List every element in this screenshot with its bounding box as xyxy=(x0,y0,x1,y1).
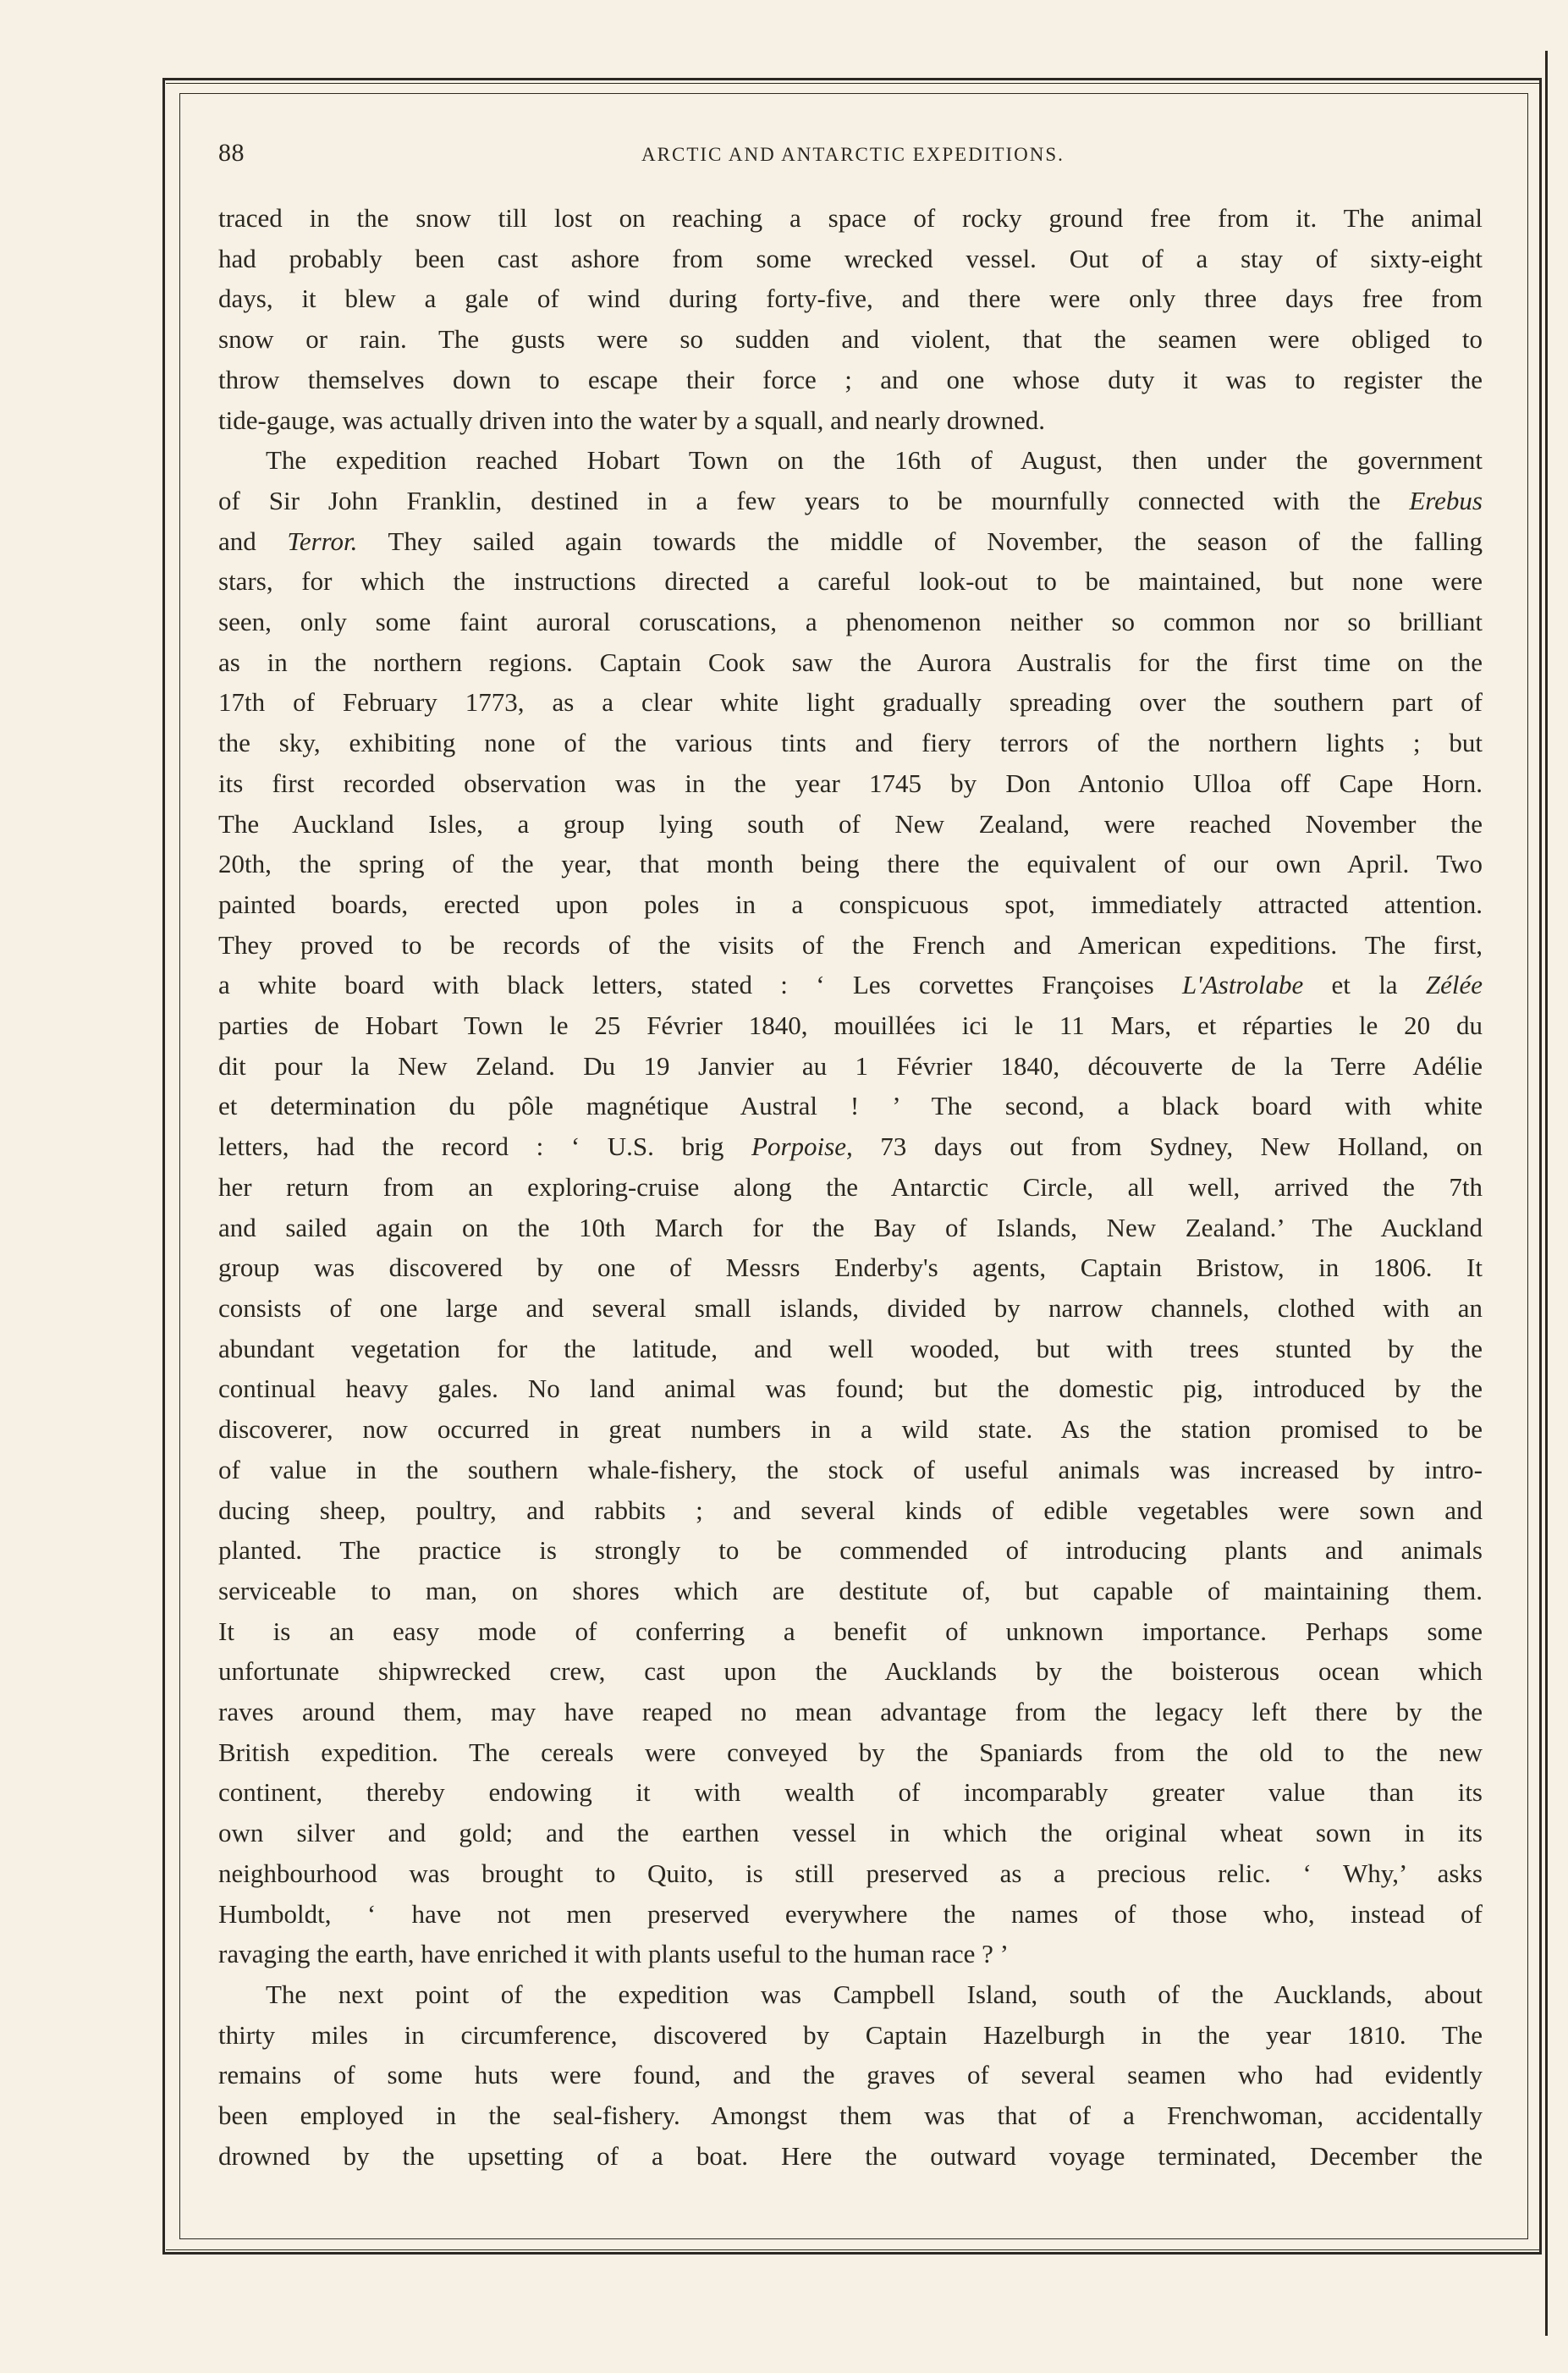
text-line: painted boards, erected upon poles in a conspicuous spot, immediately attracted attention. xyxy=(218,889,1483,919)
page-edge-mark xyxy=(1545,51,1548,2336)
text-line: They proved to be records of the visits of the French and American expeditions. The first, xyxy=(218,929,1483,960)
text-line: continual heavy gales. No land animal was found; but the domestic pig, introduced by the xyxy=(218,1374,1483,1404)
italic-ship-name: Erebus xyxy=(1409,485,1483,515)
text-line: Humboldt, ‘ have not men preserved everywhere the names of those who, instead of xyxy=(218,1898,1483,1929)
text-line: consists of one large and several small islands, divided by narrow channels, clothed with an xyxy=(218,1292,1483,1323)
text-line: neighbourhood was brought to Quito, is still preserved as a precious relic. ‘ Why,’ asks xyxy=(218,1858,1483,1888)
text-line: throw themselves down to escape their force ; and one whose duty it was to register the xyxy=(218,364,1483,394)
italic-ship-name: Terror. xyxy=(287,526,358,556)
text-line: unfortunate shipwrecked crew, cast upon the Aucklands by the boisterous ocean which xyxy=(218,1656,1483,1687)
text-line: dit pour la New Zeland. Du 19 Janvier au 1 Février 1840, découverte de la Terre Adélie xyxy=(218,1050,1483,1081)
text-line: own silver and gold; and the earthen vessel in which the original wheat sown in its xyxy=(218,1818,1483,1848)
text-line: ducing sheep, poultry, and rabbits ; and several kinds of edible vegetables were sown and xyxy=(218,1495,1483,1525)
frame-top-rule xyxy=(166,83,1542,84)
text-segment: They sailed again towards the middle of November, the season of the falling xyxy=(357,526,1483,556)
paragraph-start-line: The expedition reached Hobart Town on the 16th of August, then under the government xyxy=(266,445,1483,476)
text-line: et determination du pôle magnétique Austral ! ’ The second, a black board with white xyxy=(218,1091,1483,1121)
text-line: and sailed again on the 10th March for the Bay of Islands, New Zealand.’ The Auckland xyxy=(218,1212,1483,1242)
text-segment: 73 days out from Sydney, New Holland, on xyxy=(852,1131,1483,1162)
page-number: 88 xyxy=(218,139,245,167)
text-line: 20th, the spring of the year, that month being there the equivalent of our own April. Two xyxy=(218,849,1483,879)
text-line: abundant vegetation for the latitude, and well wooded, but with trees stunted by the xyxy=(218,1333,1483,1363)
italic-ship-name: Porpoise, xyxy=(751,1131,853,1162)
text-line: seen, only some faint auroral coruscations, a phenomenon neither so common nor so brilliant xyxy=(218,607,1483,637)
text-line: serviceable to man, on shores which are destitute of, but capable of maintaining them. xyxy=(218,1575,1483,1605)
text-line: planted. The practice is strongly to be commended of introducing plants and animals xyxy=(218,1535,1483,1566)
text-line: remains of some huts were found, and the graves of several seamen who had evidently xyxy=(218,2060,1483,2090)
text-line: drowned by the upsetting of a boat. Here the outward voyage terminated, December the xyxy=(218,2140,1483,2171)
text-line: days, it blew a gale of wind during forty-five, and there were only three days free from xyxy=(218,284,1483,314)
text-line: group was discovered by one of Messrs Enderby's agents, Captain Bristow, in 1806. It xyxy=(218,1253,1483,1283)
text-line: The Auckland Isles, a group lying south of New Zealand, were reached November the xyxy=(218,808,1483,839)
text-segment: and xyxy=(218,526,288,556)
text-line: It is an easy mode of conferring a benefit of unknown importance. Perhaps some xyxy=(218,1616,1483,1646)
italic-ship-name: Zélée xyxy=(1425,970,1483,1000)
text-line: her return from an exploring-cruise along the Antarctic Circle, all well, arrived the 7th xyxy=(218,1171,1483,1202)
paragraph-start-line: The next point of the expedition was Campbell Island, south of the Aucklands, about xyxy=(266,1979,1483,2009)
text-segment: letters, had the record : ‘ U.S. brig xyxy=(218,1131,752,1162)
text-line xyxy=(218,521,1483,562)
text-segment: of Sir John Franklin, destined in a few years to be mournfully connected with the xyxy=(218,485,1410,515)
text-line: parties de Hobart Town le 25 Février 1840, mouillées ici le 11 Mars, et réparties le 20 du xyxy=(218,1010,1483,1041)
italic-ship-name: L'Astrolabe xyxy=(1181,970,1304,1000)
text-line: its first recorded observation was in the year 1745 by Don Antonio Ulloa off Cape Horn. xyxy=(218,768,1483,798)
body-text xyxy=(218,198,1483,2176)
page-header xyxy=(218,139,1488,176)
text-line xyxy=(218,965,1483,1005)
text-line: as in the northern regions. Captain Cook saw the Aurora Australis for the first time on the xyxy=(218,647,1483,677)
text-line xyxy=(218,1126,1483,1167)
text-line: ravaging the earth, have enriched it with plants useful to the human race ? ’ xyxy=(218,1939,1009,1969)
text-line: British expedition. The cereals were conveyed by the Spaniards from the old to the new xyxy=(218,1737,1483,1767)
text-segment: a white board with black letters, stated : ‘ Les corvettes Françoises xyxy=(218,970,1182,1000)
frame-bottom-rule xyxy=(166,2249,1542,2250)
text-line: raves around them, may have reaped no mean advantage from the legacy left there by the xyxy=(218,1697,1483,1727)
text-line: snow or rain. The gusts were so sudden and violent, that the seamen were obliged to xyxy=(218,324,1483,355)
text-line: thirty miles in circumference, discovered by Captain Hazelburgh in the year 1810. The xyxy=(218,2019,1483,2050)
text-line: discoverer, now occurred in great numbers in a wild state. As the station promised to be xyxy=(218,1414,1483,1445)
text-line: 17th of February 1773, as a clear white light gradually spreading over the southern part of xyxy=(218,687,1483,718)
text-line: traced in the snow till lost on reaching a space of rocky ground free from it. The animal xyxy=(218,203,1483,233)
running-head: ARCTIC AND ANTARCTIC EXPEDITIONS. xyxy=(641,144,1065,165)
text-line: continent, thereby endowing it with wealth of incomparably greater value than its xyxy=(218,1777,1483,1808)
text-line: had probably been cast ashore from some wrecked vessel. Out of a stay of sixty-eight xyxy=(218,243,1483,273)
text-line: the sky, exhibiting none of the various tints and fiery terrors of the northern lights ; but xyxy=(218,728,1483,758)
text-segment: et la xyxy=(1303,970,1426,1000)
text-line: stars, for which the instructions directed a careful look-out to be maintained, but none were xyxy=(218,566,1483,597)
text-line: been employed in the seal-fishery. Amongst them was that of a Frenchwoman, accidentally xyxy=(218,2100,1483,2131)
text-line xyxy=(218,481,1483,521)
text-line: of value in the southern whale-fishery, the stock of useful animals was increased by intro- xyxy=(218,1454,1483,1484)
text-line: tide-gauge, was actually driven into the water by a squall, and nearly drowned. xyxy=(218,405,1046,435)
